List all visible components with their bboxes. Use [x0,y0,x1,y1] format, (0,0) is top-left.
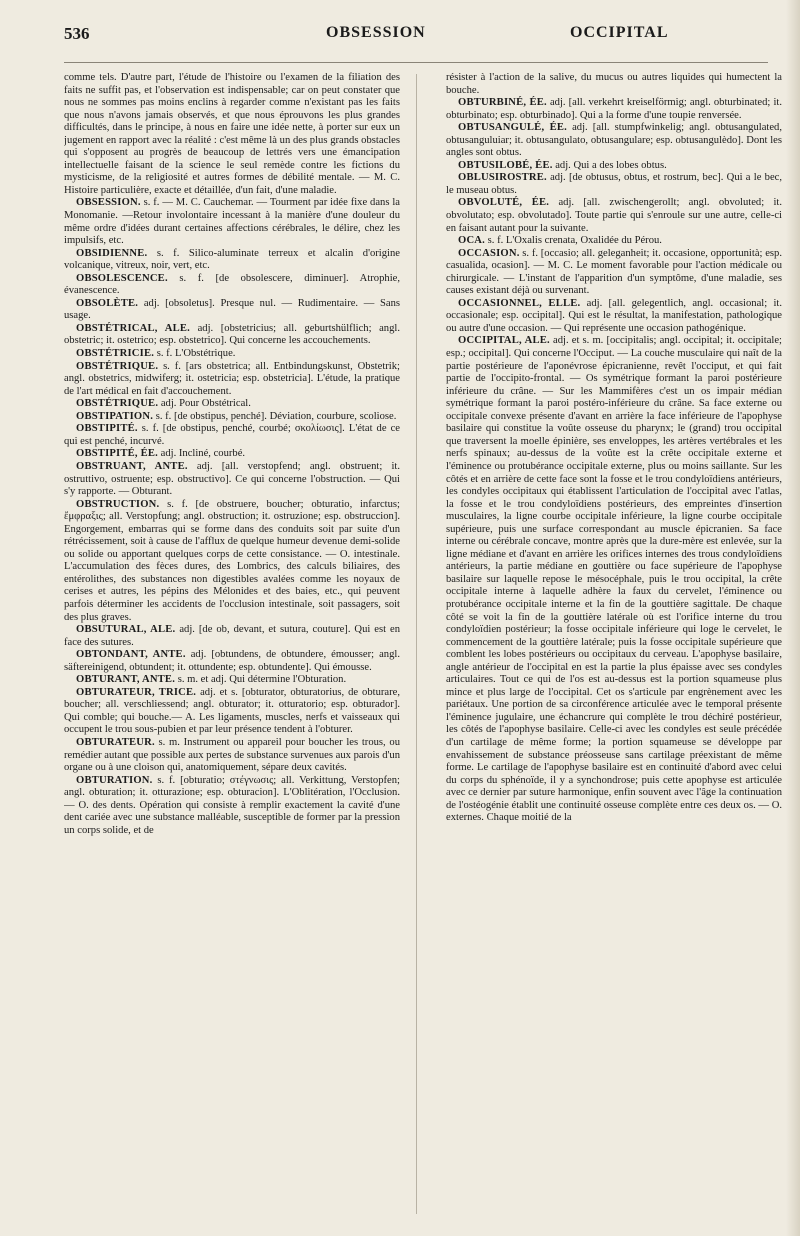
entry-headword: OBSTIPATION. [76,410,154,422]
dictionary-entry [64,624,400,649]
entry-headword: OBTURATION. [76,774,153,786]
dictionary-entry [64,248,400,273]
header-rule [64,62,768,63]
entry-headword: OBTURANT, ANTE. [76,674,176,686]
entry-text: s. f. [occasio; all. geleganheit; it. occasione, opportunità; esp. casualida, ocasion]. — M. C. Le moment favorable pour l'action médicale ou chirurgicale. — L'instant de l'apparition d'un symptôme, d'une maladie, ses causes existant déjà ou survenant. [446,247,782,297]
entry-text: adj. Incliné, courbé. [160,448,246,460]
entry-text: adj. et s. [obturator, obturatorius, de obturare, boucher; all. verschliessend; angl. obturator; it. otturatorio; esp. obturador]. Qui comble; qui bouche.— A. Les ligaments, muscles, nerfs et vaisseaux qui occupent le trou sous-pubien et par leur présence tendent à l'obturer. [64,686,400,736]
entry-headword: OBSTÉTRIQUE. [76,360,159,372]
dictionary-entry [446,97,782,122]
entry-headword: OBSTRUCTION. [76,498,160,510]
entry-headword: OBTUSANGULÉ, ÉE. [458,122,567,134]
entry-text: adj. [all. zwischengerollt; angl. obvoluted; it. obvolutato; esp. obvolutado]. Toute partie qui s'enroule sur une autre, celle-ci en faisant autant pour la suivante. [446,197,782,234]
entry-headword: OBLUSIROSTRE. [458,172,547,184]
dictionary-entry [64,197,400,247]
dictionary-entry [64,687,400,737]
entry-text: résister à l'action de la salive, du mucus ou autres liquides qui humectent la bouche. [446,72,782,96]
entry-text: adj. [de ob, devant, et sutura, couture]. Qui est en face des sutures. [64,624,400,648]
entry-headword: OBSOLÈTE. [76,297,139,309]
entry-text: s. f. [de obsolescere, diminuer]. Atrophie, évanescence. [64,272,400,297]
entry-headword: OBSTÉTRICAL, ALE. [76,322,191,334]
running-head-right: OCCIPITAL [570,24,669,41]
dictionary-entry [64,411,400,424]
entry-text: adj. [all. stumpfwinkelig; angl. obtusangulated, obtusanguluiar; it. obtusangulato, obtusangulare; esp. obtusangulèdo]. Dont les angles sont obtus. [446,122,782,159]
entry-text: adj. [obtundens, de obtundere, émousser; angl. säftereinigend, obtundent; it. ottundente; esp. obtundente]. Qui émousse. [64,649,400,673]
entry-headword: OBSTÉTRICIE. [76,348,155,360]
entry-headword: OBSESSION. [76,197,141,209]
entry-headword: OBSUTURAL, ALE. [76,624,176,636]
entry-headword: OCCASION. [458,247,520,259]
entry-text: s. m. Instrument ou appareil pour boucher les trous, ou remédier autant que possible aux pertes de substance survenues aux parois d'un organe ou à une cloison qui, anatomiquement, sépare deux cavités. [64,736,400,774]
entry-text: s. f. L'Oxalis crenata, Oxalidée du Pérou. [487,235,662,247]
dictionary-entry [64,649,400,674]
entry-text: s. f. — M. C. Cauchemar. — Tourment par idée fixe dans la Monomanie. —Retour involontaire incessant à la manière d'une douleur du même ordre d'idées durant certaines affections cérébrales, le délire, chez les impulsifs, etc. [64,197,400,247]
left-column [64,72,400,1222]
column-divider [416,74,417,1214]
entry-text: s. f. [ars obstetrica; all. Entbindungskunst, Obstetrik; angl. obstetrics, midwiferg; it. ostetricia; esp. obstetricia]. L'étude, la pratique de l'art médical en fait d'accouchement. [64,360,400,397]
entry-headword: OCA. [458,235,485,247]
dictionary-entry [64,273,400,298]
right-column [446,72,782,1222]
dictionary-entry [64,448,400,461]
dictionary-entry [446,248,782,298]
page-number: 536 [64,24,90,43]
dictionary-entry [64,298,400,323]
entry-headword: OCCIPITAL, ALE. [458,335,550,347]
dictionary-entry [64,398,400,411]
dictionary-entry [446,335,782,824]
entry-headword: OBSTIPITÉ, ÉE. [76,448,158,460]
entry-text: s. f. Silico-aluminate terreux et alcalin d'origine volcanique, vitreux, noir, vert, etc. [64,247,400,272]
page-header [64,24,764,54]
entry-text: s. m. et adj. Qui détermine l'Obturation. [177,674,347,686]
dictionary-entry [64,674,400,687]
entry-text: s. f. [de obstruere, boucher; obturatio, infarctus; ἔμφραξις; all. Verstopfung; angl. obstruction; it. ostruzione; esp. obstruccion]. Engorgement, embarras qui se forme dans des conduits soit par suite d'un rétrécissement, soit à cause de l'afflux de quelque humeur devenue demi-solide ou solide ou apportant quelques corps de cette consistance. — O. intestinale. L'accumulation des fèces dures, des Lombrics, des calculs biliaires, des entérolithes, des substances non digestibles avalées comme les noyaux de cerises et autres, les pépins des Mélonides et des baies, etc., qui peuvent parfois déterminer les accidents de l'occlusion intestinale, soit passagers, soit des plus graves. [64,498,400,623]
entry-text: adj. Pour Obstétrical. [160,398,251,410]
entry-headword: OBSOLESCENCE. [76,272,168,284]
dictionary-entry [64,499,400,624]
entry-text: adj. et s. m. [occipitalis; angl. occipital; it. occipitale; esp.; occipital]. Qui concerne l'Occiput. — La couche musculaire qui naît de la partie postérieure de l'aponévrose épicranienne, revêt l'occiput, et qui fait partie de l'occipito-frontal. — Os symétrique formant la paroi postérieure inférieure du crâne. — Sur les Mammifères c'est un os impair médian symétrique formant la paroi postéro-inférieure du crâne. Sa face externe ou occipitale convexe présente d'avant en arrière la face inférieure de l'apophyse basilaire qui constitue la voûte osseuse du pharynx; le (grand) trou occipital que traversent la moelle épinière, ses enveloppes, les artères vertébrales et les nerfs spinaux; au-dessus de la voûte est la crête occipitale externe et l'éminence ou protubérance occipitale externe, plus ou moins saillante. Sur les côtés et en arrière de cette face sont la fosse et le trou condyloïdiens antérieurs, les condyles occipitaux qui établissent l'articulation de l'occipital avec l'atlas, la fosse et le trou condyloïdiens postérieurs, des empreintes d'insertion musculaires, la ligne courbe occipitale inférieure, la ligne courbe occipitale supérieure, puis une surface correspondant au muscle épicranien. Sa face interne ou cérébrale concave, montre après que la dure-mère est enlevée, sur la ligne médiane et d'avant en arrière les orifices internes des trous condyloïdiens antérieurs, la partie médiane en gouttière ou face supérieure de l'apophyse basilaire sur laquelle repose le mésocéphale, puis le trou occipital, la crête occipitale interne à laquelle adhère la faux du cervelet, l'éminence ou protubérance occipitale interne et la fin de la gouttière sagittale. De chaque côté se voit la fin de la gouttière latérale où est l'orifice interne du trou condyloïdien postérieur; la fosse occipitale inférieure qui loge le cervelet, le commencement de la gouttière latérale; puis la fosse occipitale supérieure que comblent les lobes postérieurs ou occipitaux du cerveau. L'apophyse basilaire, angle antérieur de l'occipital en est la partie la plus épaisse avec ses condyles articulaires. Tout ce qui de l'os est au-dessus est la portion squameuse plus mince et plus large de l'occipital. Cet os s'articule par engrènement avec les pariétaux. Une portion de sa circonférence articulée avec le temporal présente l'éminence jugulaire, une échancrure qui complète le trou déchiré postérieur, les côtés de l'apophyse basilaire. Celle-ci avec les condyles est seule précédée d'un cartilage de même forme; la portion squameuse se développe par envahissement de substance préosseuse sans cartilage préexistant de même forme. Le cartilage de l'apophyse basilaire est en continuité d'abord avec celui du corps du sphénoïde, il y a synchondrose; puis cette apophyse est articulée avec ce dernier par suture harmonique, enfin souvent avec l'âge la continuation de l'ostéogénie établit une continuité osseuse complète entre ces deux os. — O. externes. Chaque moitié de la [446,335,782,824]
dictionary-entry [64,775,400,838]
entry-text: s. f. [de obstipus, penché]. Déviation, courbure, scoliose. [155,410,397,422]
entry-text: s. f. L'Obstétrique. [156,348,236,360]
entry-headword: OBSTIPITÉ. [76,423,138,435]
entry-text: adj. [all. gelegentlich, angl. occasional; it. occasionale; esp. occipital]. Qui est le résultat, la manifestation, pathologique ou autre d'une occasion. — Qui représente une occasion pathogénique. [446,297,782,334]
entry-headword: OBTURATEUR, TRICE. [76,686,197,698]
dictionary-entry [64,361,400,399]
entry-text: adj. [obstetricius; all. geburtshülflich; angl. obstetric; it. ostetrico; esp. obstetrico]. Qui concerne les accouchements. [64,322,400,347]
dictionary-entry [446,197,782,235]
dictionary-entry [64,72,400,197]
entry-headword: OBTURBINÉ, ÉE. [458,97,547,109]
dictionary-entry [446,72,782,97]
entry-headword: OBSTÉTRIQUE. [76,398,159,410]
entry-headword: OBSTRUANT, ANTE. [76,460,188,472]
dictionary-entry [446,122,782,160]
dictionary-entry [446,172,782,197]
running-head-left: OBSESSION [326,24,426,41]
dictionary-entry [446,235,782,248]
entry-text: adj. [all. verstopfend; angl. obstruent; it. ostruttivo, ostruente; esp. obstructivo]. Ce qui concerne l'obstruction. — Qui s'y rapporte. — Obturant. [64,460,400,498]
entry-text: adj. [de obtusus, obtus, et rostrum, bec]. Qui a le bec, le museau obtus. [446,172,782,196]
dictionary-entry [446,298,782,336]
page-edge-shadow [786,0,800,1236]
entry-headword: OBTUSILOBÉ, ÉE. [458,159,553,171]
entry-text: adj. [obsoletus]. Presque nul. — Rudimentaire. — Sans usage. [64,297,400,322]
entry-headword: OBVOLUTÉ, ÉE. [458,197,550,209]
entry-text: adj. Qui a des lobes obtus. [555,159,667,171]
dictionary-entry [446,160,782,173]
entry-headword: OBTURATEUR. [76,736,155,748]
entry-text: comme tels. D'autre part, l'étude de l'histoire ou l'examen de la filiation des faits ne suffit pas, et l'observation est indispensable; car on peut constater que nous ne sommes pas moins enclins à regarder comme n'existant pas les faits que nous n'avons jamais observés, et que nous éprouvons les plus grandes difficultés, dans le principe, à nous en faire une idée nette, à porter sur eux un jugement en rapport avec la réalité : c'est même là un des plus grands obstacles qui s'opposent au progrès de beaucoup de lettrés vers une émancipation intellectuelle faisant de la science le seul remède contre les fictions du mysticisme, de la religiosité et autres formes de débilité mentale. — M. C. Histoire particulière, exacte et détaillée, d'un fait, d'une maladie. [64,72,400,196]
dictionary-entry [64,461,400,499]
entry-headword: OBTONDANT, ANTE. [76,649,186,661]
entry-headword: OBSIDIENNE. [76,247,148,259]
dictionary-entry [64,323,400,348]
dictionary-entry [64,348,400,361]
dictionary-entry [64,737,400,775]
entry-text: adj. [all. verkehrt kreiselförmig; angl. obturbinated; it. obturbinato; esp. obturbinado]. Qui a la forme d'une toupie renversée. [446,97,782,121]
dictionary-entry [64,423,400,448]
entry-text: s. f. [de obstipus, penché, courbé; σκολίωσις]. L'état de ce qui est penché, incurvé. [64,423,400,447]
entry-headword: OCCASIONNEL, ELLE. [458,297,581,309]
entry-text: s. f. [obturatio; στέγνωσις; all. Verkittung, Verstopfen; angl. obturation; it. otturazione; esp. obturacion]. L'Oblitération, l'Occlusion. — O. des dents. Opération qui consiste à remplir exactement la cavité d'une dent cariée avec une substance malléable, susceptible de former par la pression un corps solide, et de [64,774,400,836]
